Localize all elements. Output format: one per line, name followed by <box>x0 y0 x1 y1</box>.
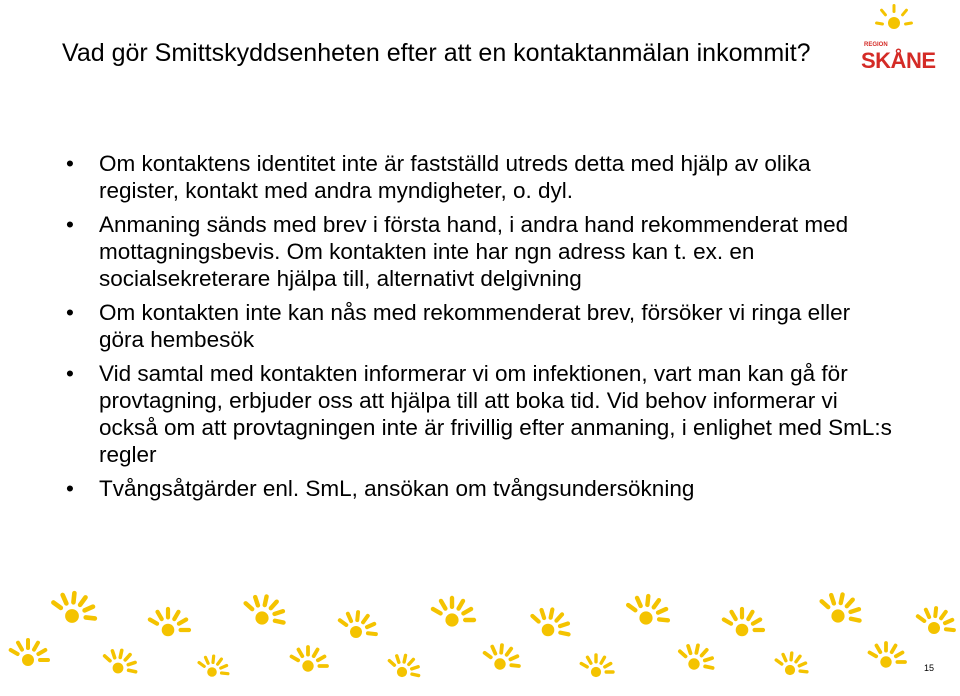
bullet-marker: • <box>66 151 74 176</box>
sun-icon <box>243 594 287 625</box>
bullet-item <box>62 360 892 468</box>
sun-icon <box>482 643 521 670</box>
sun-icon <box>289 645 329 672</box>
bullet-marker: • <box>66 300 74 325</box>
bullet-marker: • <box>66 361 74 386</box>
sun-icon <box>430 596 476 627</box>
sun-icon <box>915 606 956 634</box>
sun-icon <box>625 594 670 625</box>
bullet-item <box>62 299 892 353</box>
bullet-text: Vid samtal med kontakten informerar vi om infektionen, vart man kan gå för provtagning, erbjuder oss att hjälpa till att boka tid. Vid behov informerar vi också om att provtagningen inte är frivillig efter anmaning, i enlighet med SmL:s regler <box>99 361 892 467</box>
sun-icon <box>197 654 230 676</box>
bullet-marker: • <box>66 476 74 501</box>
bullet-item <box>62 150 892 204</box>
sunburst-decoration <box>0 580 960 696</box>
sun-icon <box>50 591 97 623</box>
bullet-marker: • <box>66 212 74 237</box>
sun-icon <box>867 641 907 668</box>
sun-icon <box>337 610 378 638</box>
slide-title: Vad gör Smittskyddsenheten efter att en kontaktanmälan inkommit? <box>62 39 811 67</box>
sun-icon <box>721 607 765 636</box>
sun-icon <box>875 4 913 29</box>
sun-icon <box>677 643 715 670</box>
sun-icon <box>774 651 809 675</box>
logo-region-label: REGION <box>864 42 888 48</box>
bullet-text: Om kontaktens identitet inte är fastställd utreds detta med hjälp av olika register, kontakt med andra myndigheter, o. dyl. <box>99 151 811 203</box>
bullet-text: Tvångsåtgärder enl. SmL, ansökan om tvångsundersökning <box>99 476 695 501</box>
bullet-item <box>62 211 892 292</box>
sun-icon <box>8 638 50 666</box>
page-number: 15 <box>923 663 934 673</box>
bullet-item <box>62 475 892 502</box>
logo-name: SKÅNE <box>861 48 936 73</box>
sun-icon <box>529 607 571 637</box>
sun-icon <box>102 648 138 674</box>
region-skane-logo <box>858 2 938 74</box>
sun-icon <box>579 653 615 677</box>
sun-icon <box>387 653 421 677</box>
sun-icon <box>147 607 191 636</box>
bullet-text: Om kontakten inte kan nås med rekommenderat brev, försöker vi ringa eller göra hembesök <box>99 300 851 352</box>
bullet-text: Anmaning sänds med brev i första hand, i andra hand rekommenderat med mottagningsbevis. Om kontakten inte har ngn adress kan t. ex. en socialsekreterare hjälpa till, alternativt delgivning <box>99 212 849 291</box>
sun-icon <box>819 592 863 623</box>
bullet-list <box>62 150 892 509</box>
